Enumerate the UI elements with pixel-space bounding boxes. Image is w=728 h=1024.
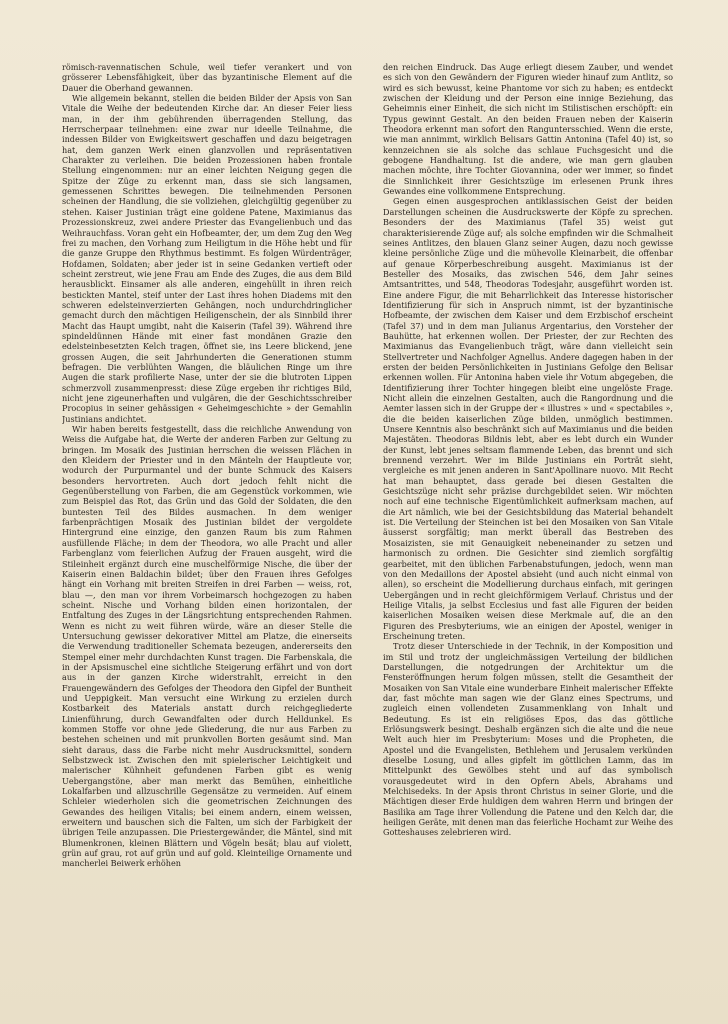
paragraph: Gegen einen ausgesprochen antiklassischen Geist der beiden Darstellungen scheinen die Ausdruckswerte der Köpfe zu sprechen. Besonders der des Maximianus (Tafel 35) weist gut charakterisierende Züge auf; als solche empfinden wir die Schmalheit seines Antlitzes, den blauen Glanz seiner Augen, dazu noch gewisse kleine persönliche Züge und die mühevolle Kleinarbeit, die offenbar auf genaue Körperbeschreibung ausgeht. Maximianus ist der Besteller des Mosaiks, das zwischen 546, dem Jahr seines Amtsantrittes, und 548, Theodoras Todesjahr, ausgeführt worden ist. Eine andere Figur, die mit Beharrlichkeit das Interesse historischer Identifizierung für sich in Anspruch nimmt, ist der byzantinische Hofbeamte, der zwischen dem Kaiser und dem Erzbischof erscheint (Tafel 37) und in dem man Julianus Argentarius, den Vorsteher der Bauhütte, hat erkennen wollen. Der Priester, der zur Rechten des Maximianus das Evangelienbuch trägt, wäre dann vielleicht sein Stellvertreter und Nachfolger Agnellus. Andere dagegen haben in der ersten der beiden Persönlichkeiten in Justinians Gefolge den Belisar erkennen wollen. Für Antonina haben viele ihr Votum abgegeben, die Identifizierung ihrer Tochter hingegen bleibt eine ungelöste Frage. Nicht allein die einzelnen Gestalten, auch die Rangordnung und die Aemter lassen sich in der Gruppe der « illustres » und « spectabiles », die die beiden kaiserlichen Züge bilden, unmöglich bestimmen. Unsere Kenntnis also beschränkt sich auf Maximianus und die beiden Majestäten. Theodoras Bildnis lebt, aber es lebt durch ein Wunder der Kunst, lebt jenes seltsam flammende Leben, das brennt und sich brennend verzehrt. Wer im Bilde Justinians ein Porträt sieht, vergleiche es mit jenen anderen in Sant'Apollinare nuovo. Mit Recht hat man behauptet, dass gerade bei diesen Gestalten die Gesichtszüge nicht sehr präzise durchgebildet seien. Wir möchten noch auf eine technische Eigentümlichkeit aufmerksam machen, auf die Art nämlich, wie bei der Gesichtsbildung das Material behandelt ist. Die Verteilung der Steinchen ist bei den Mosaiken von San Vitale äusserst sorgfältig; man merkt überall das Bestreben des Mosaizisten, sie mit Genauigkeit nebeneinander zu setzen und harmonisch zu ordnen. Die Gesichter sind ziemlich sorgfältig gearbeitet, mit den üblichen Farbenabstufungen, jedoch, wenn man von den Medaillons der Apostel absieht (und auch nicht einmal von allen), so erscheint die Modellierung durchaus einfach, mit geringen Uebergängen und in recht gleichförmigem Verlauf. Christus und der Heilige Vitalis, ja selbst Ecclesius und fast alle Figuren der beiden kaiserlichen Mosaiken weisen diese Merkmale auf, die an den Figuren des Presbyteriums, wie an einigen der Apostel, weniger in Erscheinung treten.	[383, 196, 673, 641]
paragraph: Wie allgemein bekannt, stellen die beiden Bilder der Apsis von San Vitale die Weihe der bedeutenden Kirche dar. An dieser Feier liess man, in der ihm gebührenden überragenden Stellung, das Herrscherpaar teilnehmen: eine zwar nur ideelle Teilnahme, die indessen Bilder von Ewigkeitswert geschaffen und dazu beigetragen hat, dem ganzen Werk einen glanzvollen und repräsentativen Charakter zu verleihen. Die beiden Prozessionen haben frontale Stellung eingenommen: nur an einer leichten Neigung gegen die Spitze der Züge zu erkennt man, dass sie sich langsamen, gemessenen Schrittes bewegen. Die teilnehmenden Personen scheinen der Handlung, die sie vollziehen, gleichgültig gegenüber zu stehen. Kaiser Justinian trägt eine goldene Patene, Maximianus das Prozessionskreuz, zwei andere Priester das Evangelienbuch und das Weihrauchfass. Voran geht ein Hofbeamter, der, um dem Zug den Weg frei zu machen, den Vorhang zum Heiligtum in die Höhe hebt und für die ganze Gruppe den Rhythmus bestimmt. Es folgen Würdenträger, Hofdamen, Soldaten; aber jeder ist in seine Gedanken vertieft oder scheint zerstreut, wie jene Frau am Ende des Zuges, die aus dem Bild herausblickt. Einsamer als alle anderen, eingehüllt in ihren reich bestickten Mantel, steif unter der Last ihres hohen Diadems mit den schweren edelsteinverzierten Gehängen, noch undurchdringlicher gemacht durch den mächtigen Heiligenschein, der als Sinnbild ihrer Macht das Haupt umgibt, naht die Kaiserin (Tafel 39). Während ihre spindeldünnen Hände mit einer fast mondänen Grazie den edelsteinbesetzten Kelch tragen, öffnet sie, ins Leere blickend, jene grossen Augen, die seit Jahrhunderten die Generationen stumm befragen. Die verblühten Wangen, die bläulichen Ringe um ihre Augen die stark profilierte Nase, unter der sie die blutroten Lippen schmerzvoll zusammenpresst: diese Züge ergeben ihr richtiges Bild, nicht jene zigeunerhaften und vulgären, die der Geschichtsschreiber Procopius in seiner gehässigen « Geheimgeschichte » der Gemahlin Justinians andichtet.	[62, 93, 352, 424]
right-column	[383, 62, 673, 962]
paragraph: Wir haben bereits festgestellt, dass die reichliche Anwendung von Weiss die Aufgabe hat, die Werte der anderen Farben zur Geltung zu bringen. Im Mosaik des Justinian herrschen die weissen Flächen in den Kleidern der Priester und in den Mänteln der Hauptleute vor, wodurch der Purpurmantel und der bunte Schmuck des Kaisers besonders hervortreten. Auch dort jedoch fehlt nicht die Gegenüberstellung von Farben, die am Gegenstück vorkommen, wie zum Beispiel das Rot, das Grün und das Gold der Soldaten, die den buntesten Teil des Bildes ausmachen. In dem weniger farbenprächtigen Mosaik des Justinian bildet der vergoldete Hintergrund eine einzige, den ganzen Raum bis zum Rahmen ausfüllende Fläche; in dem der Theodora, wo alle Pracht und aller Farbenglanz vom feierlichen Aufzug der Frauen ausgeht, wird die Stileinheit ergänzt durch eine muschelförmige Nische, die über der Kaiserin einen Baldachin bildet; über den Frauen ihres Gefolges hängt ein Vorhang mit breiten Streifen in drei Farben — weiss, rot, blau —, den man vor ihrem Vorbeimarsch hochgezogen zu haben scheint. Nische und Vorhang bilden einen horizontalen, der Entfaltung des Zuges in der Längsrichtung entsprechenden Rahmen. Wenn es nicht zu weit führen würde, wäre an dieser Stelle die Untersuchung gewisser dekorativer Mittel am Platze, die einerseits die Verwendung traditioneller Schemata bezeugen, andererseits den Stempel einer mehr durchdachten Kunst tragen. Die Farbenskala, die in der Apsismuschel eine sichtliche Steigerung erfährt und von dort aus in der ganzen Kirche widerstrahlt, erreicht in den Frauengewändern des Gefolges der Theodora den Gipfel der Buntheit und Ueppigkeit. Man versucht eine Wirkung zu erzielen durch Kostbarkeit des Materials anstatt durch reichgegliederte Linienführung, durch Gewandfalten oder durch Helldunkel. Es kommen Stoffe vor ohne jede Gliederung, die nur aus Farben zu bestehen scheinen und mit prunkvollen Borten gesäumt sind. Man sieht daraus, dass die Farbe nicht mehr Ausdrucksmittel, sondern Selbstzweck ist. Zwischen den mit spielerischer Leichtigkeit und malerischer Kühnheit gefundenen Farben gibt es wenig Uebergangstöne, aber man merkt das Bemühen, einheitliche Lokalfarben und allzuschrille Gegensätze zu vermeiden. Auf einem Schleier wiederholen sich die geometrischen Zeichnungen des Gewandes des heiligen Vitalis; bei einem andern, einem weissen, erweitern und bauschen sich die Falten, um sich der Farbigkeit der übrigen Teile anzupassen. Die Priestergewänder, die Mäntel, sind mit Blumenkronen, kleinen Blättern und Vögeln besät; blau auf violett, grün auf grau, rot auf grün und auf gold. Kleinteilige Ornamente und mancherlei Beiwerk erhöhen	[62, 424, 352, 869]
paragraph: römisch-ravennatischen Schule, weil tiefer verankert und von grösserer Lebensfähigkeit, über das byzantinische Element auf die Dauer die Oberhand gewannen.	[62, 62, 352, 93]
left-column	[62, 62, 352, 962]
paragraph: Trotz dieser Unterschiede in der Technik, in der Komposition und im Stil und trotz der ungleichmässigen Verteilung der bildlichen Darstellungen, die notgedrungen der Architektur um die Fensteröffnungen herum folgen müssen, stellt die Gesamtheit der Mosaiken von San Vitale eine wunderbare Einheit malerischer Effekte dar, fast möchte man sagen wie der Glanz eines Spectrums, und zugleich einen vollendeten Zusammenklang von Inhalt und Bedeutung. Es ist ein religiöses Epos, das das göttliche Erlösungswerk besingt. Deshalb ergänzen sich die alte und die neue Welt auch hier im Presbyterium: Moses und die Propheten, die Apostel und die Evangelisten, Bethlehem und Jerusalem verkünden dieselbe Losung, und alles gipfelt im göttlichen Lamm, das im Mittelpunkt des Gewölbes steht und auf das symbolisch vorausgedeutet wird in den Opfern Abels, Abrahams und Melchisedeks. In der Apsis thront Christus in seiner Glorie, und die Mächtigen dieser Erde huldigen dem wahren Herrn und bringen der Basilika am Tage ihrer Vollendung die Patene und den Kelch dar, die heiligen Geräte, mit denen man das feierliche Hochamt zur Weihe des Gotteshauses zelebrieren wird.	[383, 641, 673, 838]
text-columns	[62, 62, 673, 962]
paragraph: den reichen Eindruck. Das Auge erliegt diesem Zauber, und wendet es sich von den Gewändern der Figuren wieder hinauf zum Antlitz, so wird es sich bewusst, keine Phantome vor sich zu haben; es entdeckt zwischen der Kleidung und der Person eine innige Beziehung, das Geheimnis einer Einheit, die sich nicht im Stilistischen erschöpft: ein Typus gewinnt Gestalt. An den beiden Frauen neben der Kaiserin Theodora erkennt man sofort den Ranguntersschied. Wenn die erste, wie man annimmt, wirklich Belisars Gattin Antonina (Tafel 40) ist, so kennzeichnen sie als solche das schlaue Fuchsgesicht und die gebogene Handhaltung. Ist die andere, wie man gern glauben machen möchte, ihre Tochter Giovannina, oder wer immer, so findet die Sinnlichkeit ihrer Gesichtszüge im erlesenen Prunk ihres Gewandes eine vollkommene Entsprechung.	[383, 62, 673, 197]
